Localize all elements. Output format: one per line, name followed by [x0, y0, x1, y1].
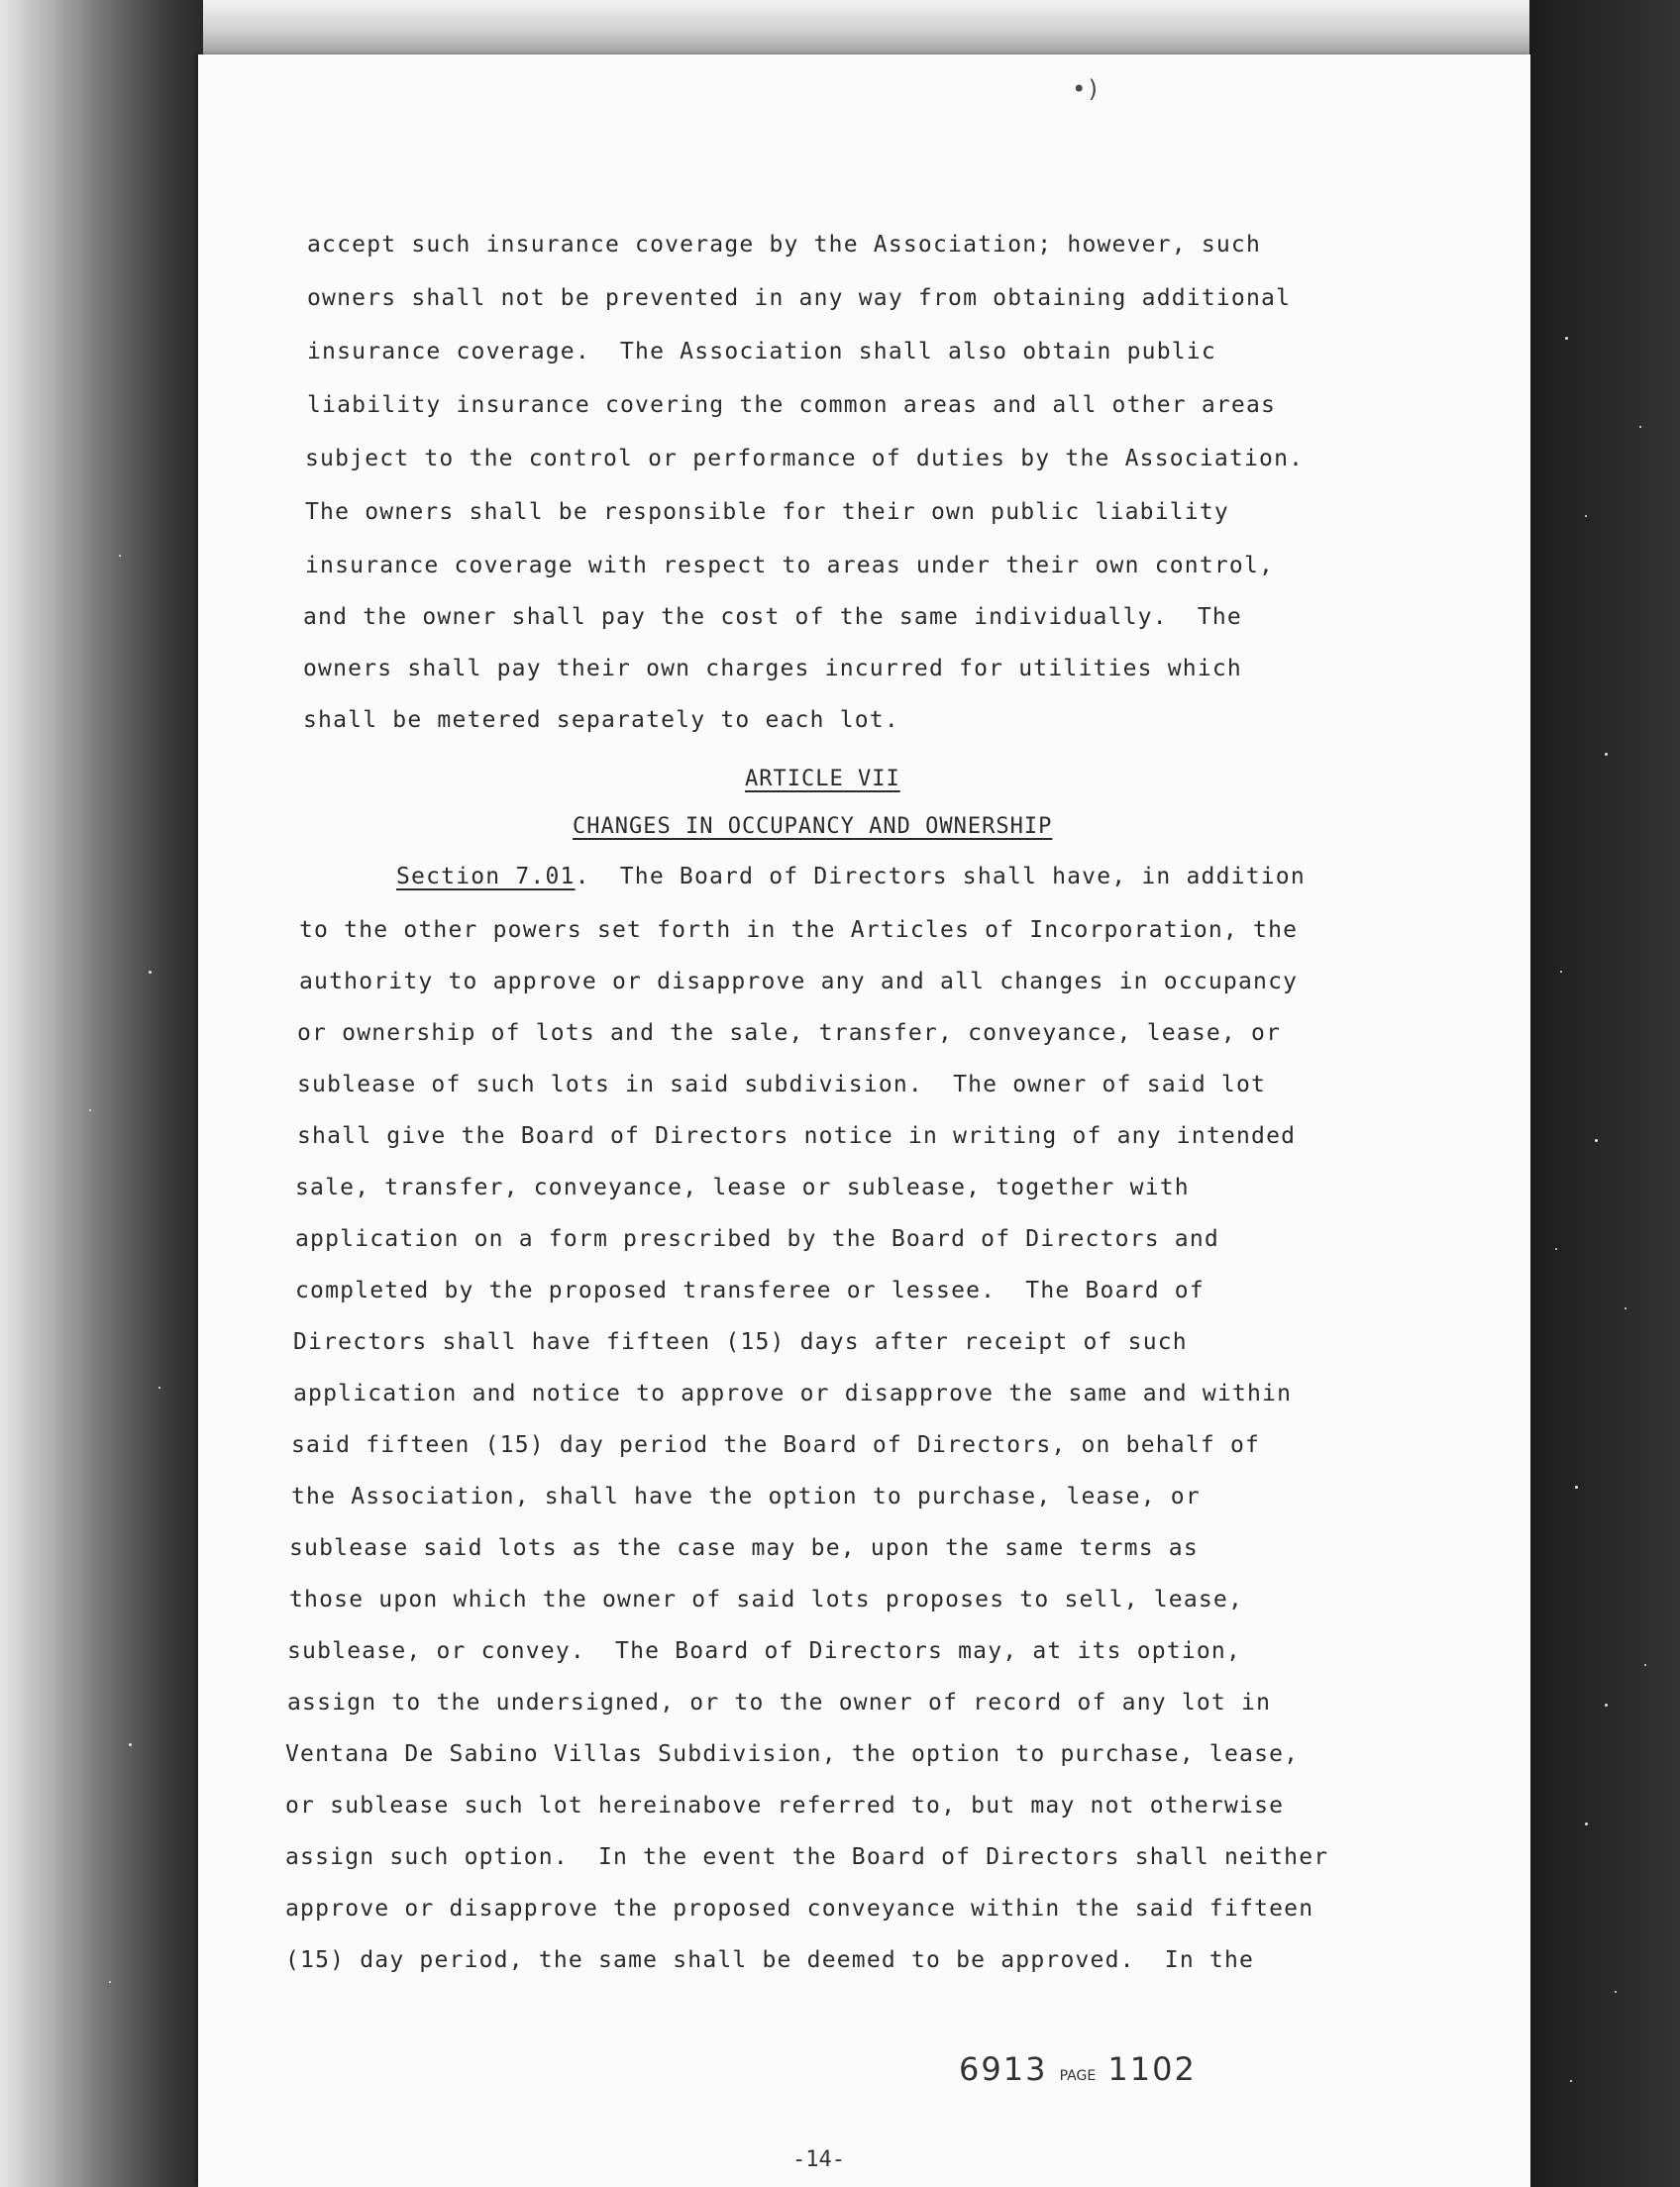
scan-speck	[89, 1109, 91, 1111]
section-line: or sublease such lot hereinabove referred to, but may not otherwise	[285, 1793, 1285, 1819]
section-line: approve or disapprove the proposed conveyance within the said fifteen	[285, 1896, 1314, 1922]
section-line: sublease, or convey. The Board of Directors may, at its option,	[287, 1638, 1242, 1664]
top-mark: •)	[1072, 75, 1101, 103]
section-line: assign to the undersigned, or to the owner of record of any lot in	[287, 1690, 1272, 1716]
section-line: application on a form prescribed by the Board of Directors and	[295, 1226, 1219, 1252]
scan-speck	[1585, 1822, 1588, 1825]
scan-speck	[1585, 515, 1587, 517]
section-line: sublease of such lots in said subdivision. The owner of said lot	[297, 1072, 1267, 1097]
recording-page: 1102	[1107, 2050, 1197, 2088]
paragraph-line: subject to the control or performance of duties by the Association.	[305, 446, 1305, 471]
section-line: (15) day period, the same shall be deemed to be approved. In the	[285, 1947, 1255, 1973]
recording-stamp	[959, 2050, 1197, 2088]
paragraph-line: owners shall not be prevented in any way from obtaining additional	[307, 285, 1292, 311]
recording-book: 6913	[959, 2050, 1048, 2088]
scan-speck	[1565, 337, 1568, 340]
section-line: sublease said lots as the case may be, upon the same terms as	[289, 1535, 1199, 1561]
scan-speck	[1615, 1991, 1617, 1993]
scan-edge-top	[0, 0, 1680, 57]
paragraph-line: The owners shall be responsible for their own public liability	[305, 499, 1229, 525]
scan-speck	[1595, 1139, 1598, 1142]
scan-speck	[1560, 971, 1562, 973]
paragraph-line: and the owner shall pay the cost of the same individually. The	[303, 604, 1242, 630]
section-line: application and notice to approve or disapprove the same and within	[293, 1381, 1293, 1406]
scan-speck	[158, 1387, 160, 1389]
scan-speck	[1555, 1248, 1557, 1250]
section-label: Section 7.01	[396, 864, 576, 889]
scan-speck	[119, 555, 121, 557]
scan-speck	[149, 971, 152, 974]
section-line: those upon which the owner of said lots proposes to sell, lease,	[289, 1587, 1244, 1613]
section-line: or ownership of lots and the sale, transfer, conveyance, lease, or	[297, 1020, 1282, 1046]
article-number: ARTICLE VII	[745, 767, 900, 791]
scan-speck	[1644, 1664, 1646, 1666]
section-line: said fifteen (15) day period the Board of Directors, on behalf of	[291, 1432, 1261, 1458]
scan-speck	[1625, 1307, 1627, 1309]
section-line: authority to approve or disapprove any and all changes in occupancy	[299, 969, 1299, 994]
paragraph-line: liability insurance covering the common areas and all other areas	[307, 392, 1277, 418]
scan-speck	[129, 1743, 132, 1746]
scan-speck	[1639, 426, 1641, 428]
paragraph-line: accept such insurance coverage by the Association; however, such	[307, 232, 1262, 258]
section-line: assign such option. In the event the Board of Directors shall neither	[285, 1844, 1329, 1870]
article-title: CHANGES IN OCCUPANCY AND OWNERSHIP	[573, 814, 1053, 839]
section-line: Directors shall have fifteen (15) days after receipt of such	[293, 1329, 1188, 1355]
section-line: completed by the proposed transferee or lessee. The Board of	[295, 1278, 1205, 1303]
section-first-line-text: . The Board of Directors shall have, in addition	[575, 864, 1306, 889]
section-first-line	[396, 866, 1306, 888]
scan-edge-left	[0, 0, 203, 2187]
section-line: shall give the Board of Directors notice in writing of any intended	[297, 1123, 1297, 1149]
scan-speck	[1575, 1486, 1578, 1489]
section-line: Ventana De Sabino Villas Subdivision, the option to purchase, lease,	[285, 1741, 1300, 1767]
paragraph-line: insurance coverage with respect to areas under their own control,	[305, 553, 1275, 578]
paragraph-line: shall be metered separately to each lot.	[303, 707, 899, 733]
paragraph-line: owners shall pay their own charges incurred for utilities which	[303, 656, 1242, 681]
page-number: -14-	[792, 2147, 845, 2172]
section-line: to the other powers set forth in the Articles of Incorporation, the	[299, 917, 1299, 943]
recording-mid: PAGE	[1059, 2068, 1097, 2084]
scan-edge-right	[1529, 0, 1680, 2187]
paragraph-line: insurance coverage. The Association shall also obtain public	[307, 339, 1216, 364]
scan-speck	[109, 1981, 111, 1983]
section-line: the Association, shall have the option to purchase, lease, or	[291, 1484, 1201, 1510]
scan-speck	[1605, 1704, 1608, 1707]
scan-speck	[1605, 753, 1608, 756]
scan-speck	[1570, 2080, 1572, 2082]
section-line: sale, transfer, conveyance, lease or sublease, together with	[295, 1175, 1190, 1200]
